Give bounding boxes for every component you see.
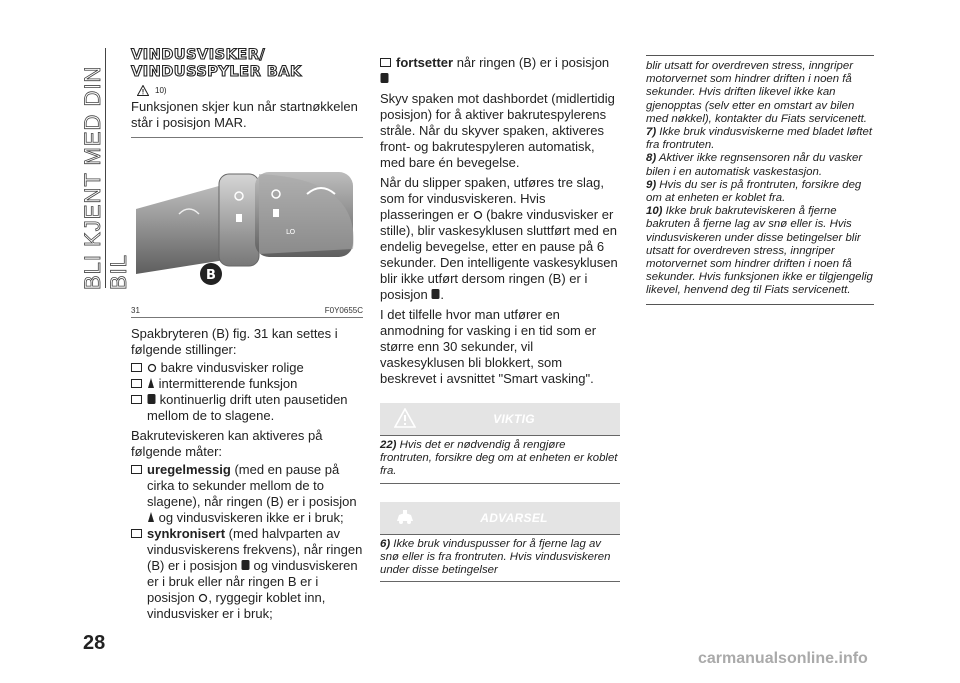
- notice-label: VIKTIG: [493, 412, 535, 426]
- notice-label: ADVARSEL: [480, 510, 548, 525]
- figure-label-b: B: [206, 268, 216, 283]
- column-3: [646, 55, 874, 305]
- list-item: fortsetter når ringen (B) er i posisjon: [380, 55, 620, 87]
- notice-important: [380, 403, 620, 435]
- warning-triangle-icon: [137, 85, 149, 96]
- notice-text: 9) Hvis du ser is på frontruten, forsikre deg om at enheten er koblet fra.: [646, 178, 862, 205]
- mode-list: [131, 462, 363, 622]
- continuous-icon: [241, 559, 250, 571]
- list-item: synkronisert (med halvparten av vindusviskerens frekvens), når ringen (B) er i posisjon og vindusviskeren er i bruk eller når ringen B er i posisjon , ryggegir koblet inn, vindusvisker er i bruk;: [131, 526, 363, 622]
- paragraph: Skyv spaken mot dashbordet (midlertidig posisjon) for å aktiver bakrutespylerens stråle. Når du skyver spaken, aktiveres front- og bakrutespyleren automatisk, med bare én bevegelse.: [380, 91, 615, 170]
- paragraph: I det tilfelle hvor man utfører en anmodning for vasking i en tid som er større enn 30 sekunder, vil vaskesyklusen bli blokkert, som beskrevet i avsnittet "Smart vasking".: [380, 307, 597, 386]
- bullet-box: [131, 379, 142, 388]
- intermittent-icon: [147, 511, 155, 523]
- list-item: bakre vindusvisker rolige: [131, 360, 363, 376]
- section-heading: VINDUSVISKER/ VINDUSSPYLER BAK: [131, 47, 302, 80]
- figure-lo-label: LO: [286, 228, 296, 236]
- reference-row: [137, 85, 363, 96]
- bullet-box: [131, 363, 142, 372]
- off-circle-icon: [198, 593, 208, 603]
- divider: [131, 137, 363, 138]
- bullet-box: [131, 465, 142, 474]
- notice-text: 8) Aktiver ikke regnsensoren når du vasker bilen i en automatisk vaskestasjon.: [646, 152, 863, 178]
- figure-31: [131, 154, 363, 304]
- notice-continued: [646, 55, 874, 305]
- notice-text: 10) Ikke bruk bakruteviskeren å fjerne bakruten å fjerne lag av snø eller is. Hvis vindusviskeren under disse betingelser blir utsatt for overdreven stress, inngriper motorvernet som hindrer driften i noen få sekunder. Hvis funksjonen ikke er tilgjengelig likevel, henvend deg til Fiats servicenett.: [646, 205, 873, 297]
- continuous-icon: [431, 288, 440, 300]
- figure-number: 31: [131, 306, 140, 315]
- bullet-box: [131, 529, 142, 538]
- notice-body: 22) Hvis det er nødvendig å rengjøre frontruten, forsikre deg om at enheten er koblet fra.: [380, 435, 620, 484]
- figure-code: F0Y0655C: [324, 306, 363, 315]
- page-number: 28: [83, 632, 106, 654]
- bullet-box: [380, 58, 391, 67]
- chapter-divider: [105, 48, 106, 288]
- figure-caption: [131, 306, 363, 315]
- notice-text: blir utsatt for overdreven stress, inngriper motorvernet som hindrer driften i noen få sekunder. Hvis driften likevel ikke kan gjenopptas (selv etter en omstart av bilen med nøkkel), kontakter du Fiats servicenett.: [646, 60, 867, 125]
- reference-number: 10): [155, 86, 167, 95]
- position-list: [131, 360, 363, 424]
- wiper-stalk-illustration: [131, 154, 363, 304]
- intermittent-icon: [147, 377, 155, 389]
- bullet-box: [131, 395, 142, 404]
- list-item: kontinuerlig drift uten pausetiden mellom de to slagene.: [131, 392, 363, 424]
- off-circle-icon: [473, 210, 483, 220]
- notice-text: 7) Ikke bruk vindusviskerne med bladet løftet fra frontruten.: [646, 126, 873, 152]
- intro-text: Funksjonen skjer kun når startnøkkelen står i posisjon MAR.: [131, 99, 358, 130]
- notice-body: 6) Ikke bruk vinduspusser for å fjerne lag av snø eller is fra frontruten. Hvis vindusviskeren under disse betingelser: [380, 534, 620, 583]
- divider: [131, 317, 363, 318]
- paragraph: Når du slipper spaken, utføres tre slag, som for vindusviskeren. Hvis plasseringen er (bakre vindusvisker er stille), blir vaskesyklusen sluttført med en endelig bevegelse, etter en pause på 6 sekunder. Den intelligente vaskesyklusen blir ikke utført dersom ringen (B) er i posisjon .: [380, 175, 618, 302]
- chapter-side-title: BLI KJENT MED DIN BIL: [80, 65, 131, 290]
- off-circle-icon: [147, 363, 157, 373]
- list-item: uregelmessig (med en pause på cirka to sekunder mellom de to slagene), når ringen (B) er i posisjon og vindusviskeren ikke er i bruk;: [131, 462, 363, 526]
- mode-list-continued: [380, 55, 620, 87]
- watermark: carmanualsonline.info: [698, 650, 868, 667]
- column-1: [131, 47, 363, 622]
- list-item: intermitterende funksjon: [131, 376, 363, 392]
- continuous-icon: [147, 393, 156, 405]
- column-2: [380, 55, 620, 582]
- paragraph: Bakruteviskeren kan aktiveres på følgende måter:: [131, 428, 323, 459]
- continuous-icon: [380, 72, 389, 84]
- notice-warning: [380, 502, 620, 534]
- paragraph: Spakbryteren (B) fig. 31 kan settes i følgende stillinger:: [131, 326, 338, 357]
